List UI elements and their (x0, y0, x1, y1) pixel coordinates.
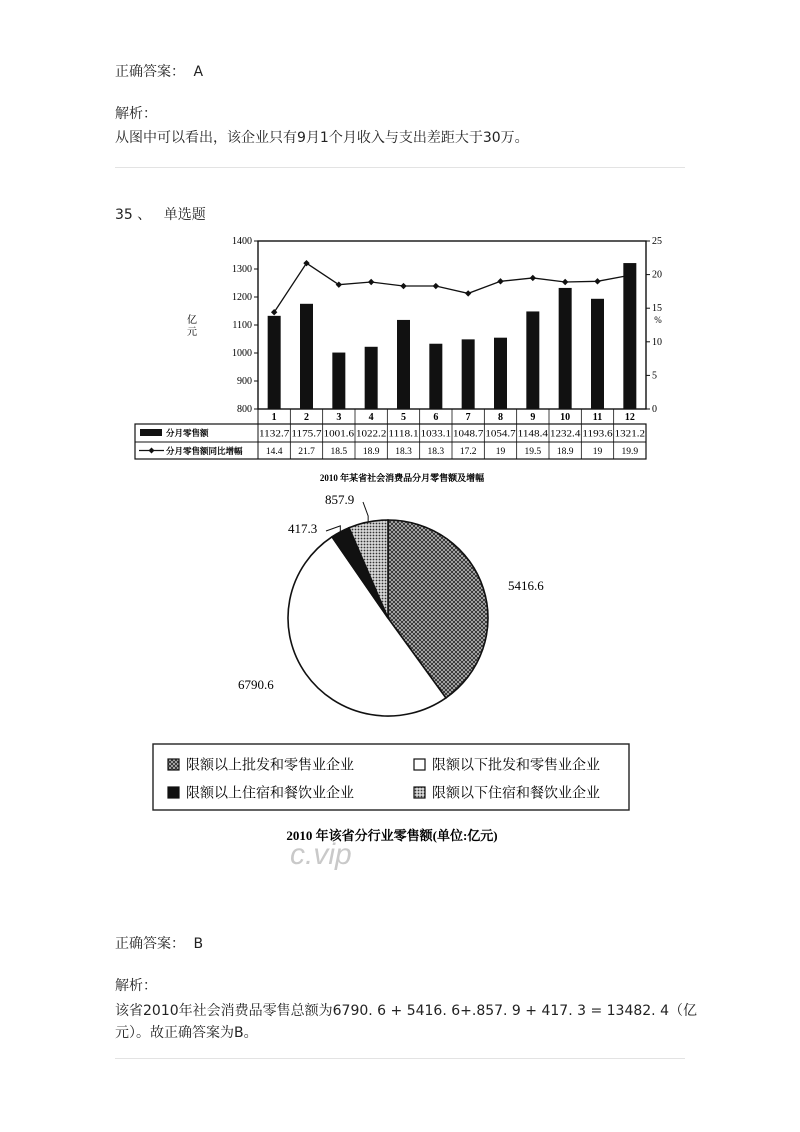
x-tick-label: 5 (401, 412, 406, 423)
y-tick-label: 1000 (232, 348, 252, 359)
growth-value-label: 18.9 (362, 447, 380, 457)
y2-tick-label: 0 (652, 404, 657, 415)
growth-value-label: 18.5 (330, 447, 348, 457)
answer-label: 正确答案： (115, 64, 185, 80)
bar-value-label: 1118.1 (388, 429, 419, 440)
bar-value-label: 1132.7 (259, 429, 290, 440)
watermark: c.vip (290, 838, 352, 871)
y-tick-label: 800 (237, 404, 252, 415)
pie-value-label: 6790.6 (238, 677, 274, 692)
question-number: 35 、 (115, 207, 152, 223)
y-tick-label: 1300 (232, 264, 252, 275)
leader-line (326, 526, 340, 532)
bar-value-label: 1321.2 (614, 429, 646, 440)
bar (591, 299, 604, 409)
answer-value: A (193, 64, 204, 80)
bar (429, 344, 442, 409)
x-tick-label: 1 (271, 412, 277, 423)
line-point (433, 283, 439, 289)
bar (397, 320, 410, 409)
plot-frame (258, 241, 646, 409)
pie-title: 2010 年该省分行业零售额(单位:亿元) (286, 828, 498, 843)
bar (494, 338, 507, 409)
legend-line-marker (149, 448, 155, 454)
analysis-text: 从图中可以看出，该企业只有9月1个月收入与支出差距大于30万。 (115, 130, 529, 146)
line-point (400, 283, 406, 289)
question-header (115, 205, 206, 225)
growth-value-label: 19 (495, 447, 506, 457)
growth-line (274, 263, 630, 312)
growth-value-label: 18.3 (427, 447, 445, 457)
pie-value-label: 5416.6 (508, 578, 544, 593)
y2-tick-label: 10 (652, 336, 662, 348)
bar-value-label: 1033.1 (420, 429, 452, 440)
bar (365, 347, 378, 409)
growth-value-label: 18.9 (556, 447, 574, 457)
y-tick-label: 1200 (232, 292, 252, 303)
y2-tick-label: 25 (652, 236, 662, 247)
answer-label: 正确答案： (115, 936, 185, 952)
legend-label: 限额以上住宿和餐饮业企业 (186, 786, 354, 802)
bar-value-label: 1148.4 (517, 429, 549, 440)
legend-swatch (168, 787, 179, 798)
growth-value-label: 19 (592, 447, 603, 457)
y-tick-label: 1400 (232, 236, 252, 247)
y2-tick-label: 20 (652, 269, 662, 281)
bar (623, 263, 636, 409)
y2-tick-label: 15 (652, 303, 662, 315)
bar-value-label: 1232.4 (550, 429, 581, 440)
line-point (497, 278, 503, 284)
growth-value-label: 14.4 (265, 447, 283, 457)
divider (115, 167, 685, 168)
y2-axis-label: % (654, 315, 662, 325)
x-tick-label: 2 (304, 412, 309, 423)
line-point (465, 290, 471, 296)
monthly-retail-chart (130, 225, 660, 487)
y-tick-label: 1100 (232, 320, 252, 331)
bar-value-label: 1054.7 (485, 429, 516, 440)
analysis-text-line2: 元）。故正确答案为B。 (115, 1025, 258, 1041)
legend-bar-label: 分月零售额 (166, 428, 209, 438)
bar (559, 288, 572, 409)
bar (462, 339, 475, 409)
legend-line-label: 分月零售额同比增幅 (166, 446, 243, 456)
answer-row (115, 934, 203, 954)
legend-swatch (168, 759, 179, 770)
x-tick-label: 9 (530, 412, 536, 423)
answer-value: B (193, 936, 204, 952)
growth-value-label: 21.7 (298, 447, 315, 457)
x-tick-label: 3 (336, 412, 342, 423)
leader-line (363, 502, 368, 522)
growth-value-label: 19.9 (621, 447, 639, 457)
legend-bar-swatch (140, 429, 162, 436)
bar (268, 316, 281, 409)
x-tick-label: 11 (592, 412, 603, 423)
divider (115, 1058, 685, 1059)
legend-swatch (414, 759, 425, 770)
bar (300, 304, 313, 409)
y2-tick-label: 5 (652, 370, 657, 382)
growth-value-label: 17.2 (459, 447, 477, 457)
line-point (368, 279, 374, 285)
y-axis-label: 亿 (187, 315, 197, 326)
line-point (562, 279, 568, 285)
industry-retail-pie (120, 480, 660, 860)
y-axis-label: 元 (187, 327, 197, 338)
x-tick-label: 7 (465, 412, 471, 423)
growth-value-label: 19.5 (524, 447, 542, 457)
answer-row (115, 62, 203, 82)
pie-value-label: 857.9 (325, 492, 355, 507)
y-tick-label: 900 (237, 376, 252, 387)
x-tick-label: 10 (560, 412, 571, 423)
analysis-label: 解析： (115, 978, 157, 994)
chart-title: 2010 年某省社会消费品分月零售额及增幅 (319, 473, 485, 483)
x-tick-label: 4 (368, 412, 374, 423)
legend-label: 限额以下批发和零售业企业 (432, 758, 600, 774)
x-tick-label: 8 (498, 412, 503, 423)
bar (526, 311, 539, 409)
bar-value-label: 1175.7 (291, 429, 322, 440)
question-type: 单选题 (163, 207, 206, 223)
bar-value-label: 1001.6 (323, 429, 355, 440)
x-tick-label: 12 (624, 412, 635, 423)
legend-label: 限额以下住宿和餐饮业企业 (432, 786, 600, 802)
bar (332, 353, 345, 409)
growth-value-label: 18.3 (395, 447, 412, 457)
analysis-text-line1: 该省2010年社会消费品零售总额为6790. 6 + 5416. 6+.857. 9 + 417. 3 = 13482. 4（亿 (115, 1003, 697, 1019)
x-tick-label: 6 (433, 412, 439, 423)
pie-value-label: 417.3 (288, 521, 318, 536)
legend-swatch (414, 787, 425, 798)
line-point (594, 278, 600, 284)
analysis-label: 解析： (115, 106, 157, 122)
bar-value-label: 1022.2 (356, 429, 387, 440)
legend-label: 限额以上批发和零售业企业 (186, 758, 354, 774)
bar-value-label: 1193.6 (582, 429, 613, 440)
bar-value-label: 1048.7 (453, 429, 484, 440)
line-point (530, 275, 536, 281)
